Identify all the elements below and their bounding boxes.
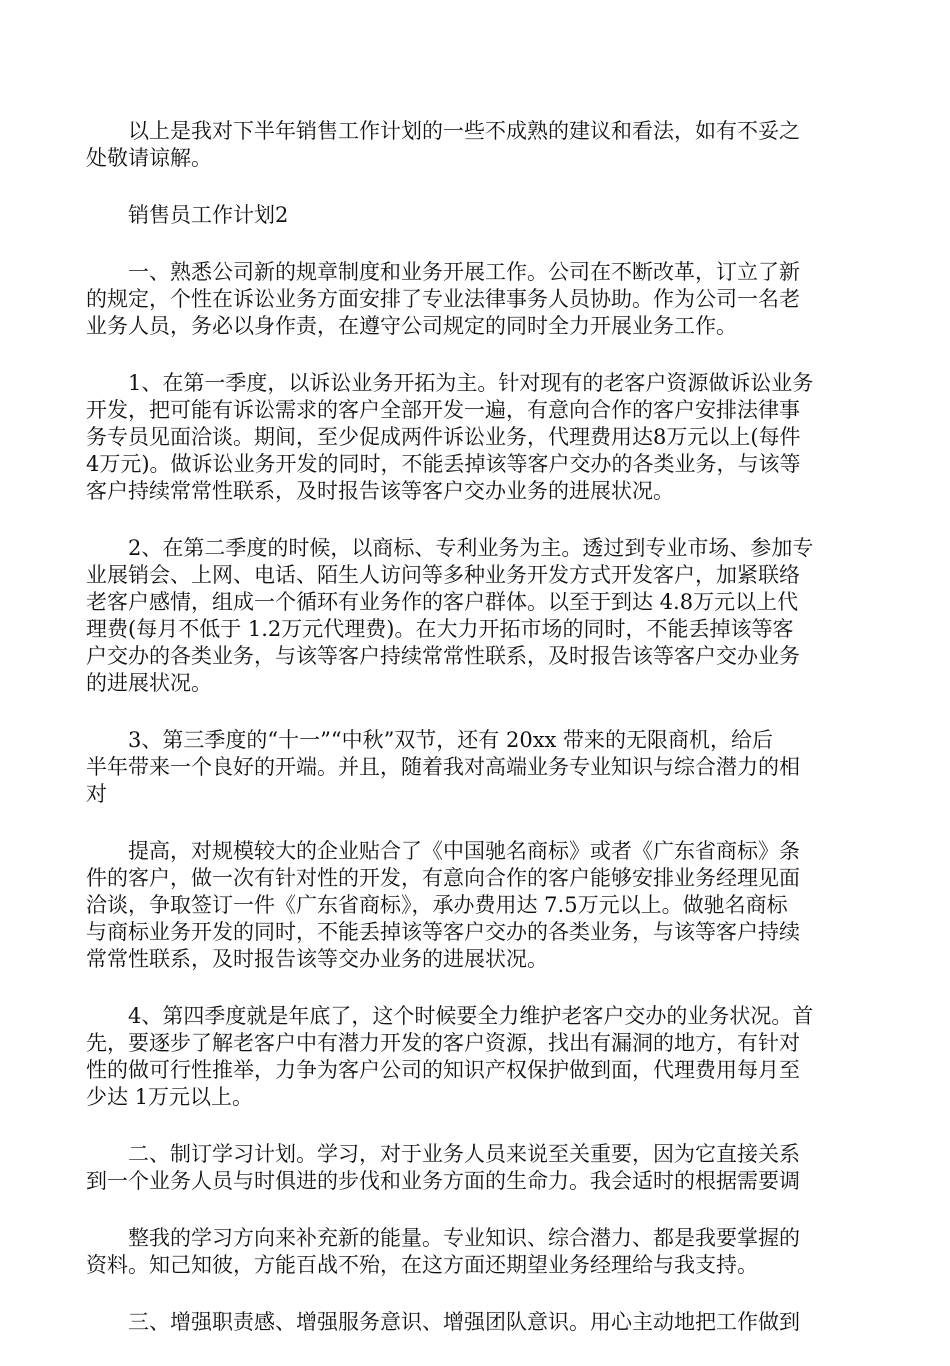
text-line: 开发，把可能有诉讼需求的客户全部开发一遍，有意向合作的客户安排法律事 xyxy=(86,398,800,422)
text-line: 4万元)。做诉讼业务开发的同时，不能丢掉该等客户交办的各类业务，与该等 xyxy=(86,452,801,476)
text-line: 到一个业务人员与时俱进的步伐和业务方面的生命力。我会适时的根据需要调 xyxy=(86,1169,800,1193)
text-line: 半年带来一个良好的开端。并且，随着我对高端业务专业知识与综合潜力的相 xyxy=(86,755,800,779)
text-line: 整我的学习方向来补充新的能量。专业知识、综合潜力、都是我要掌握的 xyxy=(128,1226,800,1250)
document-page xyxy=(86,118,866,1366)
text-line: 与商标业务开发的同时，不能丢掉该等客户交办的各类业务，与该等客户持续 xyxy=(86,920,800,944)
text-line: 务专员见面洽谈。期间，至少促成两件诉讼业务，代理费用达8万元以上(每件 xyxy=(86,425,801,449)
text-line: 1、在第一季度，以诉讼业务开拓为主。针对现有的老客户资源做诉讼业务 xyxy=(128,371,814,395)
text-line: 处敬请谅解。 xyxy=(86,146,212,170)
text-line: 理费(每月不低于 1.2万元代理费)。在大力开拓市场的同时，不能丢掉该等客 xyxy=(86,617,794,641)
text-line: 一、熟悉公司新的规章制度和业务开展工作。公司在不断改革，订立了新 xyxy=(128,260,800,284)
text-line: 以上是我对下半年销售工作计划的一些不成熟的建议和看法，如有不妥之 xyxy=(128,119,800,143)
text-line: 客户持续常常性联系，及时报告该等客户交办业务的进展状况。 xyxy=(86,479,674,503)
paragraph-q4 xyxy=(86,1003,866,1111)
text-line: 常常性联系，及时报告该等交办业务的进展状况。 xyxy=(86,947,548,971)
text-line: 户交办的各类业务，与该等客户持续常常性联系，及时报告该等客户交办业务 xyxy=(86,644,800,668)
text-line: 的规定，个性在诉讼业务方面安排了专业法律事务人员协助。作为公司一名老 xyxy=(86,287,800,311)
paragraph-closing-remark xyxy=(86,118,866,172)
text-line: 老客户感情，组成一个循环有业务作的客户群体。以至于到达 4.8万元以上代 xyxy=(86,590,799,614)
section-heading xyxy=(86,202,866,229)
paragraph-q2 xyxy=(86,535,866,697)
text-line: 3、第三季度的“十一”“中秋”双节，还有 20xx 带来的无限商机，给后 xyxy=(128,728,774,752)
text-line: 业务人员，务必以身作责，在遵守公司规定的同时全力开展业务工作。 xyxy=(86,314,737,338)
paragraph-q1 xyxy=(86,370,866,505)
text-line: 2、在第二季度的时候，以商标、专利业务为主。透过到专业市场、参加专 xyxy=(128,536,814,560)
text-line: 提高，对规模较大的企业贴合了《中国驰名商标》或者《广东省商标》条 xyxy=(128,839,800,863)
paragraph-item-two xyxy=(86,1141,866,1195)
paragraph-item-two-continued xyxy=(86,1225,866,1279)
text-line: 性的做可行性推举，力争为客户公司的知识产权保护做到面，代理费用每月至 xyxy=(86,1058,800,1082)
paragraph-item-three xyxy=(86,1309,866,1336)
text-line: 件的客户，做一次有针对性的开发，有意向合作的客户能够安排业务经理见面 xyxy=(86,866,800,890)
text-line: 4、第四季度就是年底了，这个时候要全力维护老客户交办的业务状况。首 xyxy=(128,1004,814,1028)
paragraph-q3-continued xyxy=(86,838,866,973)
text-line: 先，要逐步了解老客户中有潜力开发的客户资源，找出有漏洞的地方，有针对 xyxy=(86,1031,800,1055)
text-line: 的进展状况。 xyxy=(86,671,212,695)
text-line: 业展销会、上网、电话、陌生人访问等多种业务开发方式开发客户，加紧联络 xyxy=(86,563,800,587)
text-line: 少达 1万元以上。 xyxy=(86,1085,254,1109)
text-line: 洽谈，争取签订一件《广东省商标》，承办费用达 7.5万元以上。做驰名商标 xyxy=(86,893,788,917)
heading-text: 销售员工作计划2 xyxy=(128,203,289,227)
text-line: 资料。知己知彼，方能百战不殆，在这方面还期望业务经理给与我支持。 xyxy=(86,1253,758,1277)
text-line: 三、增强职责感、增强服务意识、增强团队意识。用心主动地把工作做到 xyxy=(128,1310,800,1334)
text-line: 二、制订学习计划。学习，对于业务人员来说至关重要，因为它直接关系 xyxy=(128,1142,800,1166)
text-line: 对 xyxy=(86,782,107,806)
paragraph-q3 xyxy=(86,727,866,808)
paragraph-item-one xyxy=(86,259,866,340)
